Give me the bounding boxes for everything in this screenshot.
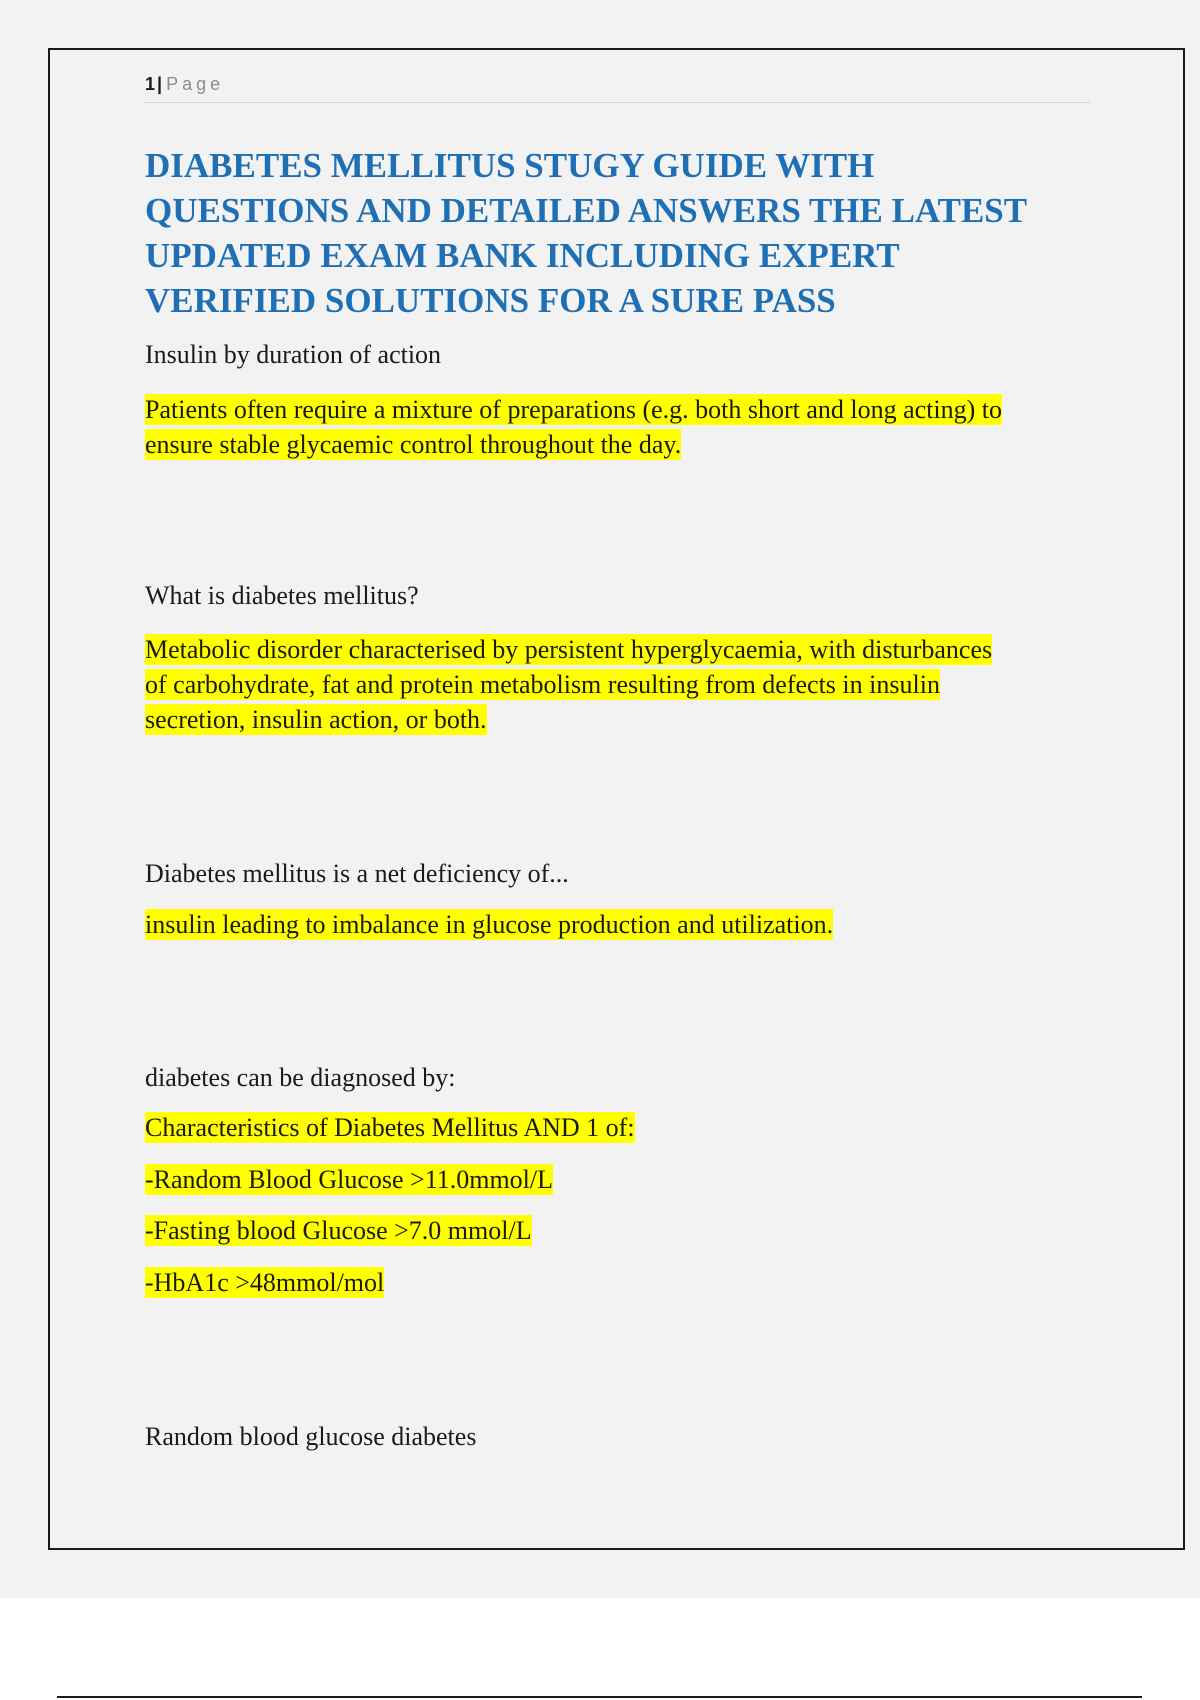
- next-page-top-rule: [57, 1696, 1142, 1698]
- page-header: [145, 72, 1090, 103]
- answer-4-line-4-highlight: -HbA1c >48mmol/mol: [145, 1268, 385, 1297]
- answer-3-highlight: insulin leading to imbalance in glucose production and utilization.: [145, 910, 834, 939]
- answer-3: [145, 907, 1090, 942]
- answer-2-highlight: Metabolic disorder characterised by persistent hyperglycaemia, with disturbances of carbohydrate, fat and protein metabolism resulting from defects in insulin secretion, insulin action, or both.: [145, 635, 993, 734]
- answer-4-line-1: [145, 1110, 1090, 1145]
- answer-1: [145, 392, 1090, 462]
- document-title: DIABETES MELLITUS STUGY GUIDE WITH QUESTIONS AND DETAILED ANSWERS THE LATEST UPDATED EXAM BANK INCLUDING EXPERT VERIFIED SOLUTIONS FOR A SURE PASS: [145, 146, 1028, 320]
- answer-4-line-4: [145, 1265, 1090, 1300]
- answer-4-line-1-highlight: Characteristics of Diabetes Mellitus AND 1 of:: [145, 1113, 635, 1142]
- answer-1-highlight: Patients often require a mixture of preparations (e.g. both short and long acting) to ensure stable glycaemic control throughout the day.: [145, 395, 1003, 459]
- answer-4-line-3-highlight: -Fasting blood Glucose >7.0 mmol/L: [145, 1216, 532, 1245]
- question-2: What is diabetes mellitus?: [145, 581, 419, 610]
- page-label: Page: [166, 74, 225, 94]
- question-3: Diabetes mellitus is a net deficiency of...: [145, 859, 569, 888]
- answer-4-line-3: [145, 1213, 1090, 1248]
- question-1: Insulin by duration of action: [145, 340, 442, 369]
- page-number: 1: [145, 74, 156, 94]
- question-4: diabetes can be diagnosed by:: [145, 1063, 456, 1092]
- answer-4-line-2: [145, 1162, 1090, 1197]
- question-5: Random blood glucose diabetes: [145, 1422, 477, 1451]
- answer-2: [145, 632, 1090, 737]
- answer-4-line-2-highlight: -Random Blood Glucose >11.0mmol/L: [145, 1165, 554, 1194]
- page-separator: |: [157, 74, 163, 94]
